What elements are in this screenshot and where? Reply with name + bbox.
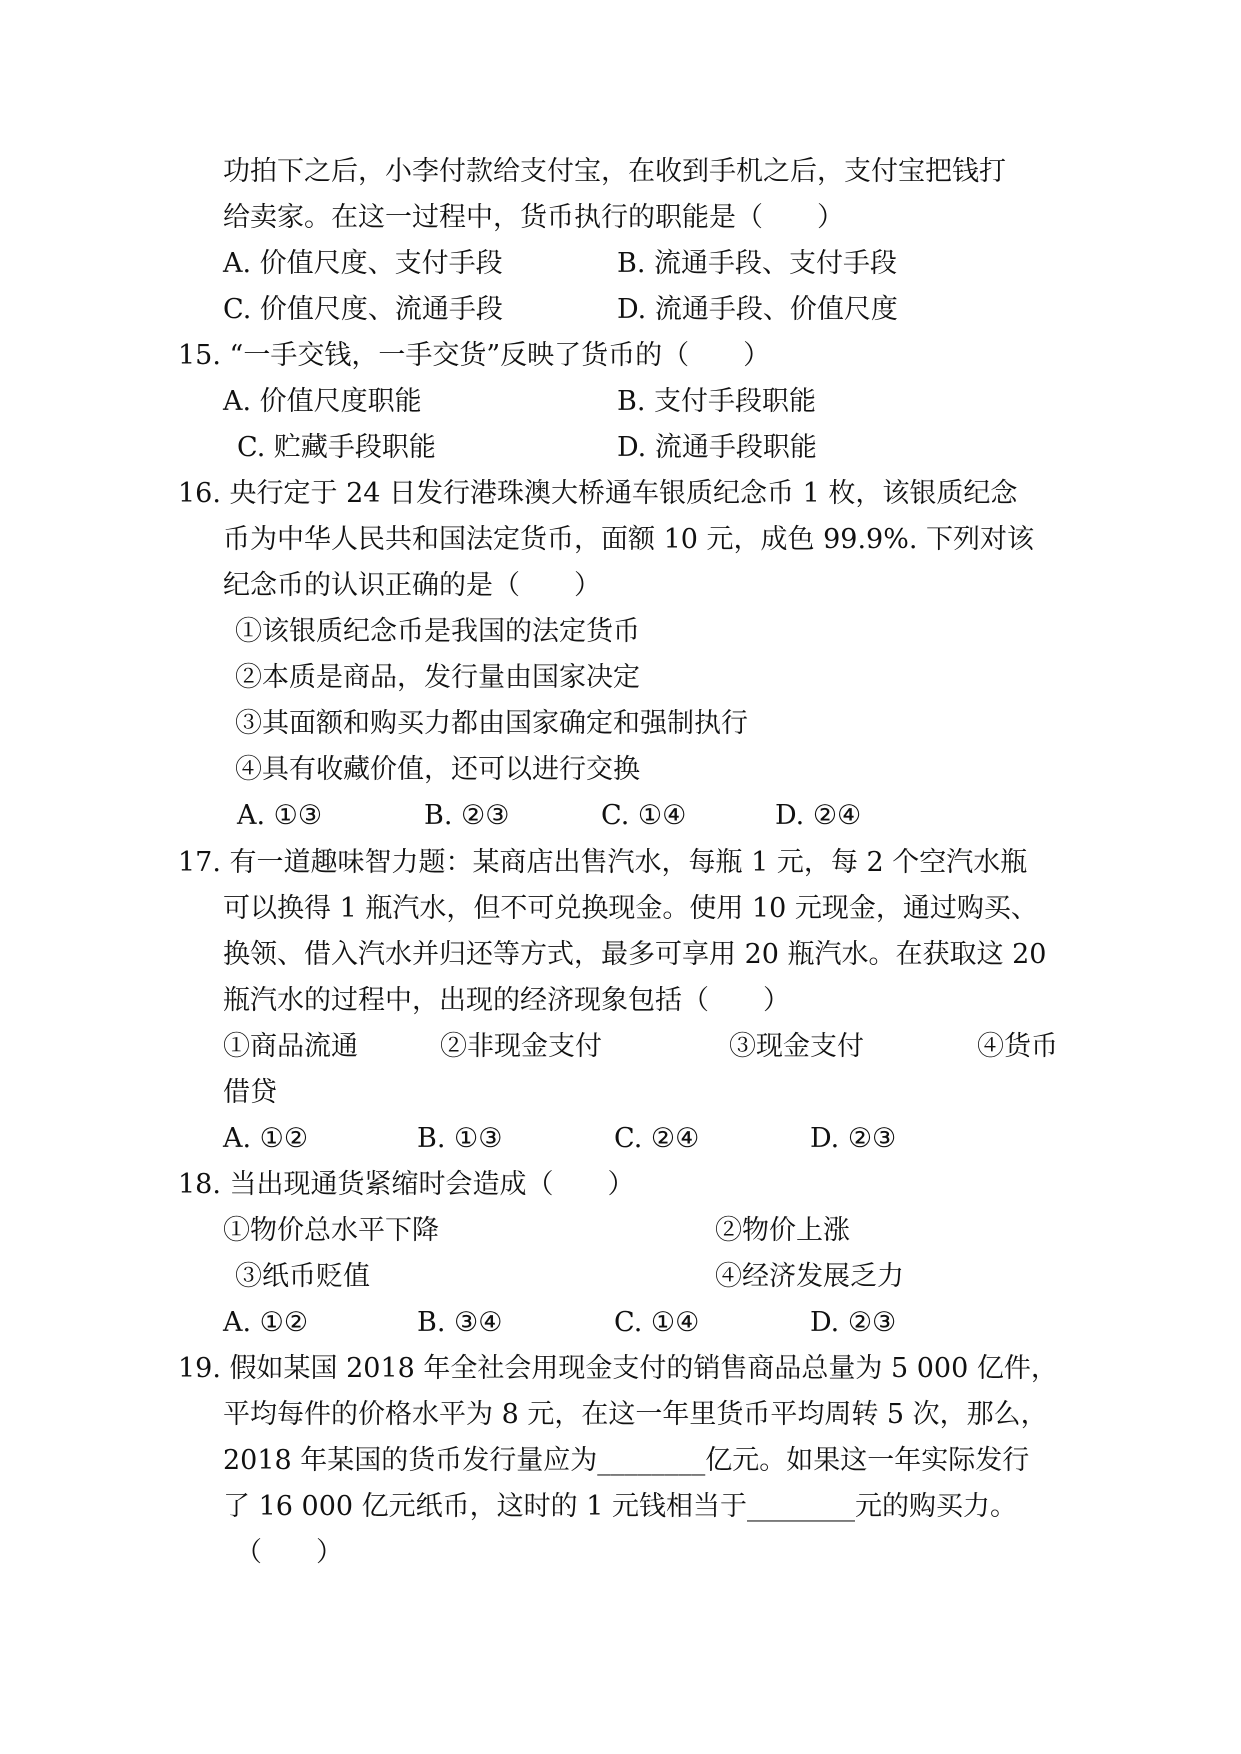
q15-option-b: B. 支付手段职能 bbox=[617, 386, 817, 417]
q17-statement-1: ①商品流通 bbox=[223, 1031, 358, 1062]
q18-option-b: B. ③④ bbox=[417, 1307, 503, 1338]
q18-option-a: A. ①② bbox=[223, 1307, 309, 1338]
q16-stem-line-1: 16. 央行定于 24 日发行港珠澳大桥通车银质纪念币 1 枚，该银质纪念 bbox=[178, 478, 1018, 509]
q18-option-d: D. ②③ bbox=[810, 1307, 897, 1338]
q17-statement-4: ④货币 bbox=[977, 1031, 1058, 1062]
q17-stem-line-3: 换领、借入汽水并归还等方式，最多可享用 20 瓶汽水。在获取这 20 bbox=[223, 939, 1047, 970]
q18-stem: 18. 当出现通货紧缩时会造成（ ） bbox=[178, 1169, 635, 1200]
q15-stem: 15. “一手交钱，一手交货”反映了货币的（ ） bbox=[178, 340, 771, 371]
q16-option-d: D. ②④ bbox=[775, 800, 862, 831]
q18-statement-3: ③纸币贬值 bbox=[235, 1261, 370, 1292]
q14-option-a: A. 价值尺度、支付手段 bbox=[223, 248, 503, 279]
q14-stem-line-2: 给卖家。在这一过程中，货币执行的职能是（ ） bbox=[223, 202, 844, 233]
q17-option-a: A. ①② bbox=[223, 1123, 309, 1154]
q17-option-d: D. ②③ bbox=[810, 1123, 897, 1154]
q19-stem-line-1: 19. 假如某国 2018 年全社会用现金支付的销售商品总量为 5 000 亿件， bbox=[178, 1353, 1058, 1384]
q15-option-a: A. 价值尺度职能 bbox=[223, 386, 422, 417]
q19-stem-line-2: 平均每件的价格水平为 8 元，在这一年里货币平均周转 5 次，那么， bbox=[223, 1399, 1048, 1430]
q19-stem-line-3: 2018 年某国的货币发行量应为________亿元。如果这一年实际发行 bbox=[223, 1445, 1030, 1476]
q16-statement-4: ④具有收藏价值，还可以进行交换 bbox=[235, 754, 640, 785]
q17-stem-line-4: 瓶汽水的过程中，出现的经济现象包括（ ） bbox=[223, 985, 790, 1016]
q14-stem-line-1: 功拍下之后，小李付款给支付宝，在收到手机之后，支付宝把钱打 bbox=[223, 156, 1006, 187]
q19-answer-bracket: （ ） bbox=[235, 1537, 343, 1568]
q14-option-c: C. 价值尺度、流通手段 bbox=[223, 294, 503, 325]
q17-statement-2: ②非现金支付 bbox=[440, 1031, 602, 1062]
q17-stem-line-1: 17. 有一道趣味智力题：某商店出售汽水，每瓶 1 元，每 2 个空汽水瓶 bbox=[178, 847, 1028, 878]
q16-stem-line-2: 币为中华人民共和国法定货币，面额 10 元，成色 99.9%. 下列对该 bbox=[223, 524, 1035, 555]
q19-stem-line-4: 了 16 000 亿元纸币，这时的 1 元钱相当于________元的购买力。 bbox=[223, 1491, 1017, 1522]
q16-option-b: B. ②③ bbox=[424, 800, 510, 831]
q15-option-c: C. 贮藏手段职能 bbox=[237, 432, 436, 463]
q18-statement-2: ②物价上涨 bbox=[715, 1215, 850, 1246]
q18-statement-1: ①物价总水平下降 bbox=[223, 1215, 439, 1246]
q17-option-b: B. ①③ bbox=[417, 1123, 503, 1154]
q14-option-b: B. 流通手段、支付手段 bbox=[617, 248, 898, 279]
q15-option-d: D. 流通手段职能 bbox=[617, 432, 817, 463]
q18-option-c: C. ①④ bbox=[614, 1307, 700, 1338]
q16-statement-1: ①该银质纪念币是我国的法定货币 bbox=[235, 616, 640, 647]
q14-option-d: D. 流通手段、价值尺度 bbox=[617, 294, 898, 325]
q17-stem-line-2: 可以换得 1 瓶汽水，但不可兑换现金。使用 10 元现金，通过购买、 bbox=[223, 893, 1038, 924]
q16-option-a: A. ①③ bbox=[237, 800, 323, 831]
q16-statement-2: ②本质是商品，发行量由国家决定 bbox=[235, 662, 640, 693]
q17-option-c: C. ②④ bbox=[614, 1123, 700, 1154]
q16-stem-line-3: 纪念币的认识正确的是（ ） bbox=[223, 570, 601, 601]
q16-option-c: C. ①④ bbox=[601, 800, 687, 831]
q17-statement-4-wrap: 借贷 bbox=[223, 1077, 277, 1108]
q17-statement-3: ③现金支付 bbox=[729, 1031, 864, 1062]
q16-statement-3: ③其面额和购买力都由国家确定和强制执行 bbox=[235, 708, 748, 739]
q18-statement-4: ④经济发展乏力 bbox=[715, 1261, 904, 1292]
